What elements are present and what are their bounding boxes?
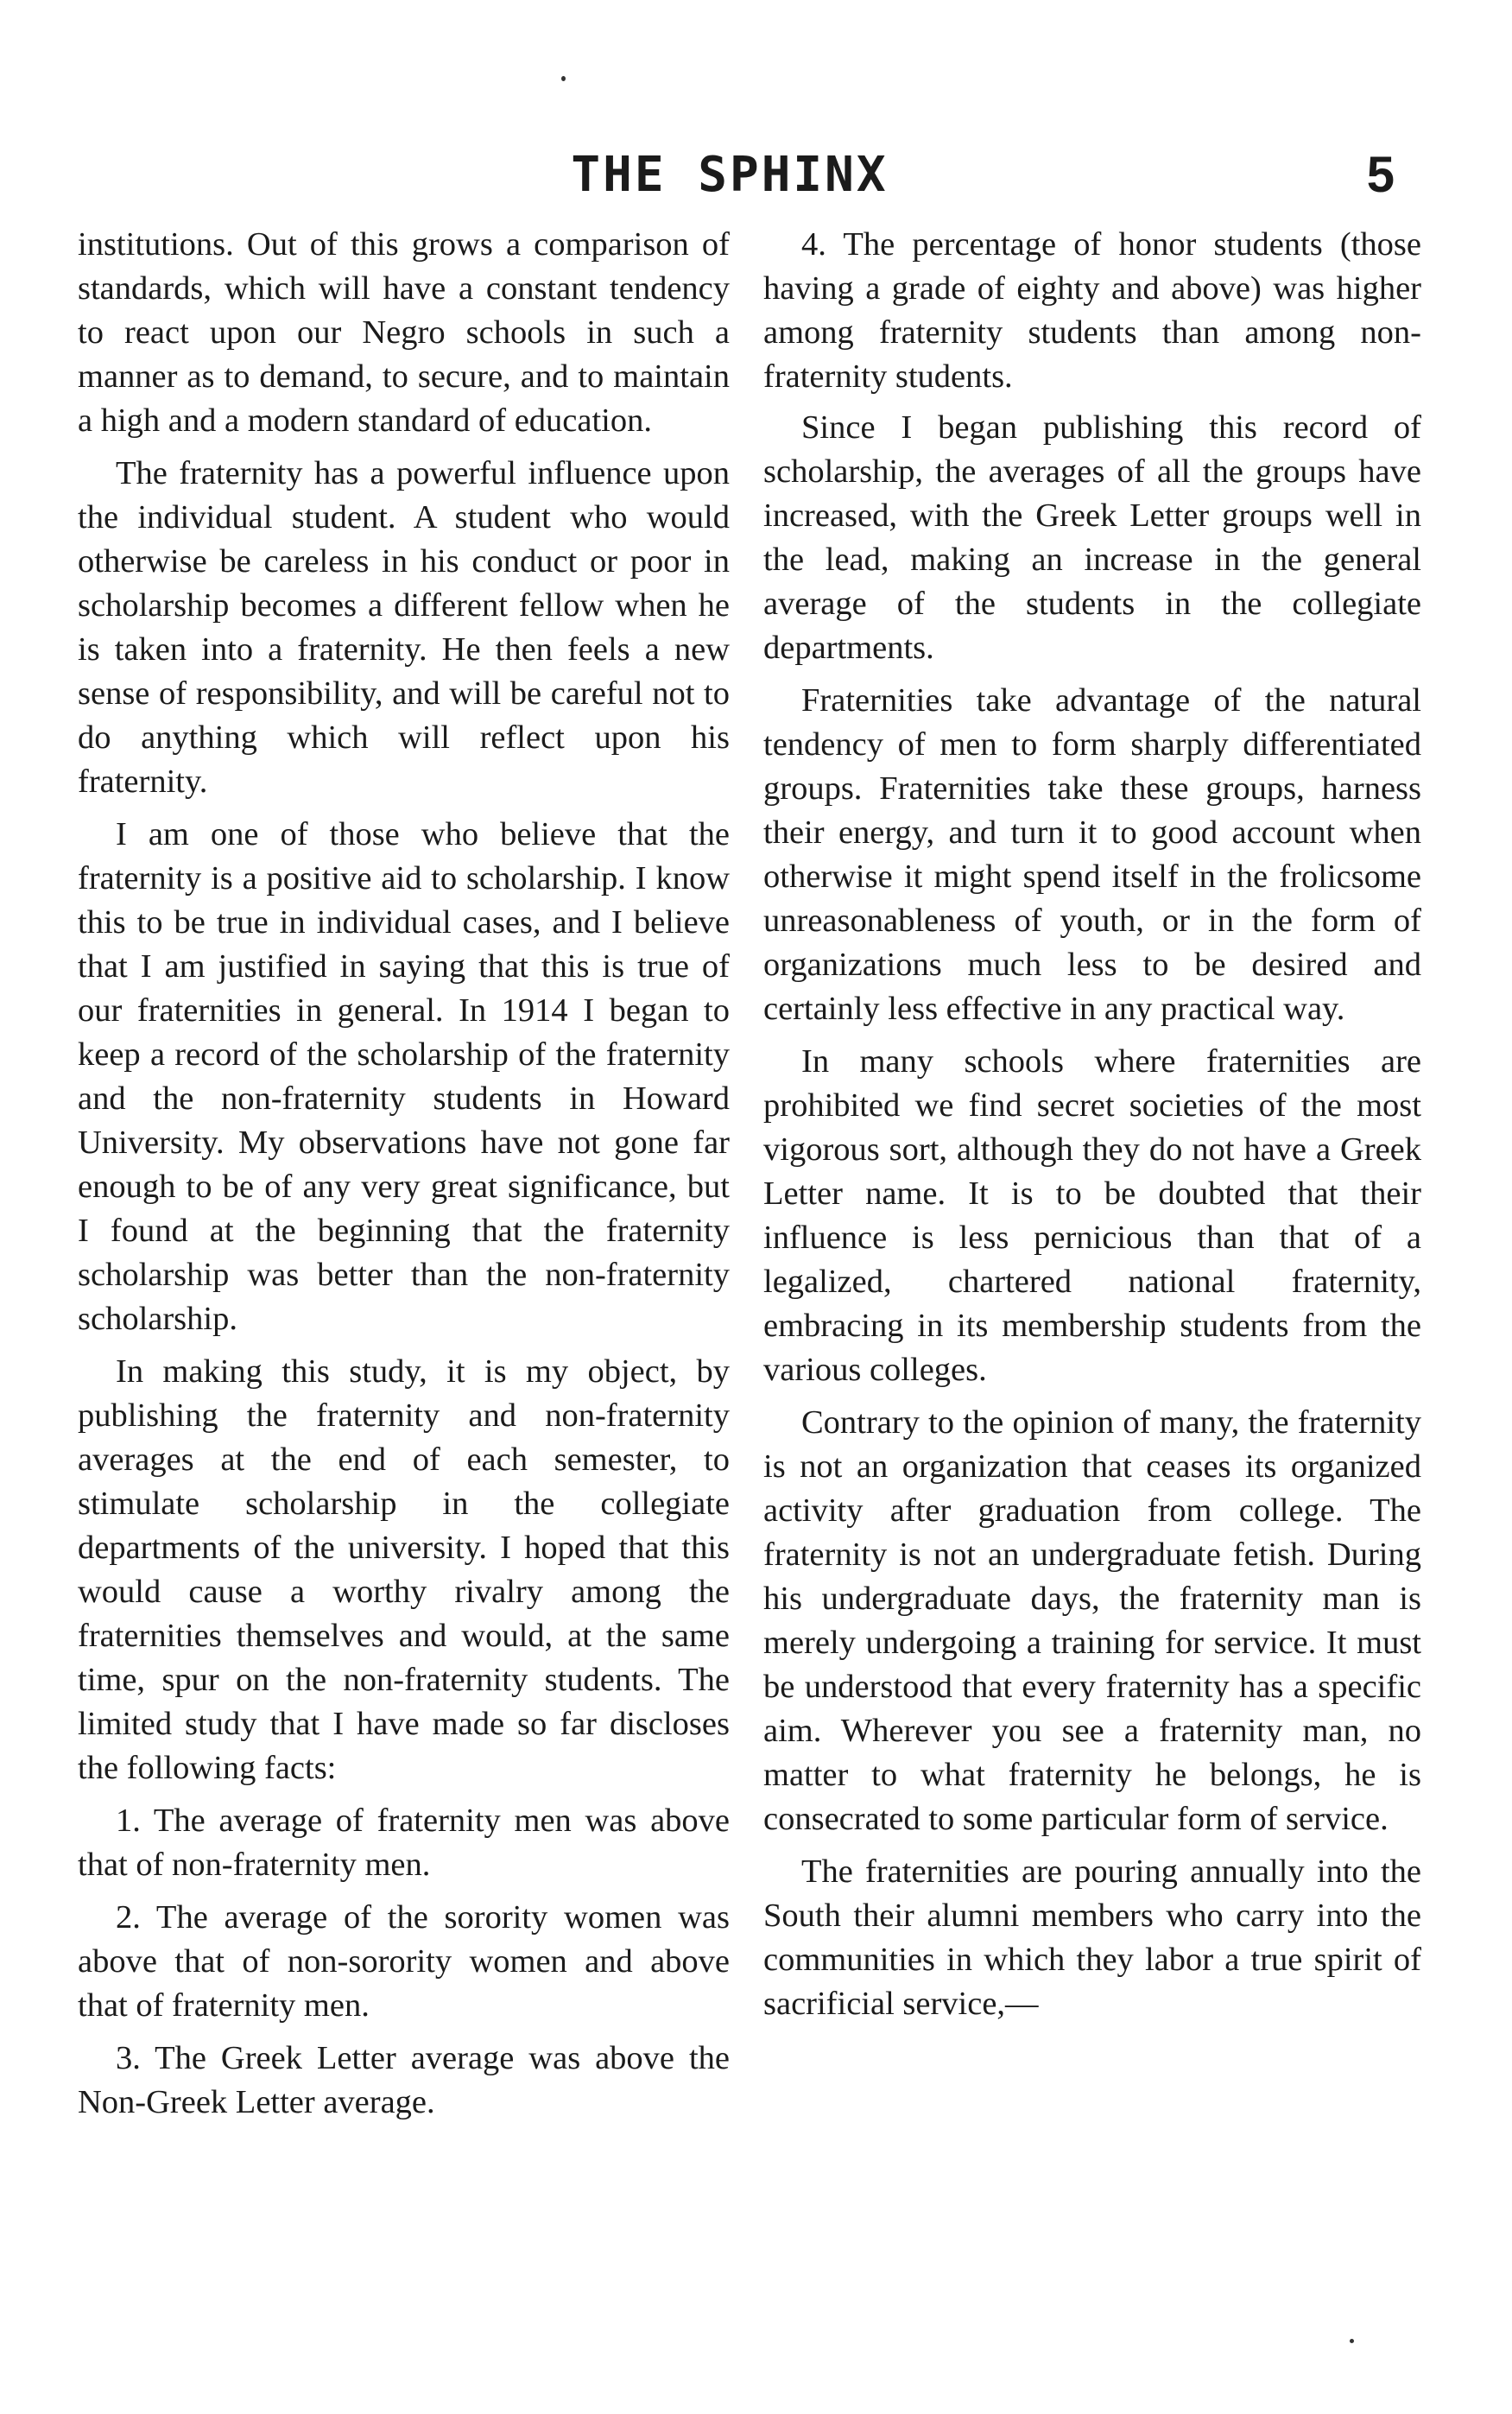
list-item-2: 2. The average of the sorority women was above that of non-sorority women and above that of fraternity men. <box>78 1899 730 2024</box>
paragraph: I am one of those who believe that the fraternity is a positive aid to scholarship. I know this to be true in individual cases, and I believe that I am justified in saying that this is true of our fraternities in general. In 1914 I began to keep a record of the scholarship of the fraternity and the non-fraternity students in Howard University. My observations have not gone far enough to be of any very great significance, but I found at the beginning that the fraternity scholarship was better than the non-fraternity scholarship. <box>78 816 730 1337</box>
left-column <box>78 223 730 2133</box>
paragraph: Since I began publishing this record of scholarship, the averages of all the groups have increased, with the Greek Letter groups well in the lead, making an increase in the general average of the students in the collegiate departments. <box>763 409 1421 666</box>
paragraph: institutions. Out of this grows a comparison of standards, which will have a constant tendency to react upon our Negro schools in such a manner as to demand, to secure, and to maintain a high and a modern standard of education. <box>78 226 730 439</box>
paragraph: Contrary to the opinion of many, the fraternity is not an organization that ceases its organized activity after graduation from college. The fraternity is not an undergraduate fetish. During his undergraduate days, the fraternity man is merely undergoing a training for service. It must be understood that every fraternity has a specific aim. Wherever you see a fraternity man, no matter to what fraternity he belongs, he is consecrated to some particular form of service. <box>763 1404 1421 1837</box>
paragraph: In many schools where fraternities are prohibited we find secret societies of the most vigorous sort, although they do not have a Greek Letter name. It is to be doubted that their influence is less pernicious than that of a legalized, chartered national fraternity, embracing in its membership students from the various colleges. <box>763 1043 1421 1388</box>
print-speck <box>561 76 566 81</box>
list-item-1: 1. The average of fraternity men was above that of non-fraternity men. <box>78 1803 730 1883</box>
running-title: THE SPHINX <box>571 147 889 203</box>
print-speck <box>1350 2339 1354 2343</box>
page-header <box>0 145 1512 214</box>
right-column <box>763 223 1421 2035</box>
page-number: 5 <box>1366 147 1395 203</box>
paragraph: Fraternities take advantage of the natural tendency of men to form sharply differentiated groups. Fraternities take these groups, harness their energy, and turn it to good account when otherwise it might spend itself in the frolicsome unreasonableness of youth, or in the form of organizations much less to be desired and certainly less effective in any practical way. <box>763 682 1421 1027</box>
paragraph: The fraternity has a powerful influence upon the individual student. A student who would otherwise be careless in his conduct or poor in scholarship becomes a different fellow when he is taken into a fraternity. He then feels a new sense of responsibility, and will be careful not to do anything which will reflect upon his fraternity. <box>78 455 730 800</box>
list-item-4: 4. The percentage of honor students (those having a grade of eighty and above) was higher among fraternity students than among non-fraternity students. <box>763 226 1421 395</box>
list-item-3: 3. The Greek Letter average was above the Non-Greek Letter average. <box>78 2040 730 2120</box>
paragraph: In making this study, it is my object, by publishing the fraternity and non-fraternity averages at the end of each semester, to stimulate scholarship in the collegiate departments of the university. I hoped that this would cause a worthy rivalry among the fraternities themselves and would, at the same time, spur on the non-fraternity students. The limited study that I have made so far discloses the following facts: <box>78 1353 730 1786</box>
paragraph: The fraternities are pouring annually into the South their alumni members who carry into the communities in which they labor a true spirit of sacrificial service,— <box>763 1853 1421 2022</box>
